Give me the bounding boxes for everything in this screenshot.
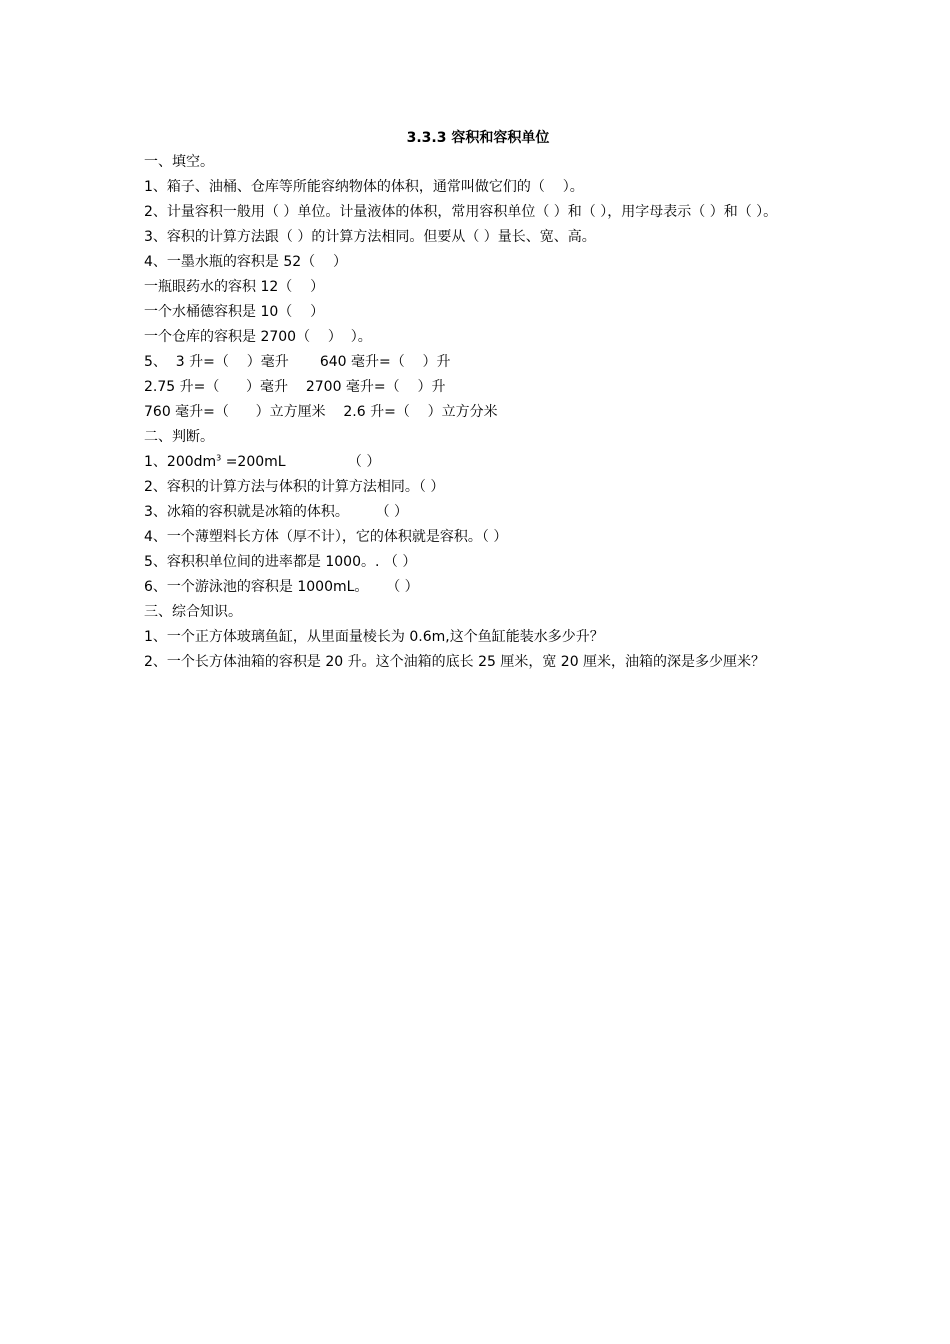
fill-question-4a: 4、一墨水瓶的容积是 52（ ） [144,254,347,270]
judge-question-1-pre: 1、200dm [144,454,217,470]
document-body [144,126,812,675]
fill-question-2: 2、计量容积一般用（ ）单位。计量液体的体积，常用容积单位（ ）和（ ），用字母表示（ ）和（ ）。 [144,204,778,220]
judge-question-3: 3、冰箱的容积就是冰箱的体积。 （ ） [144,504,409,520]
fill-question-5c: 760 毫升=（ ）立方厘米 2.6 升=（ ）立方分米 [144,404,498,420]
fill-question-3: 3、容积的计算方法跟（ ）的计算方法相同。但要从（ ）量长、宽、高。 [144,229,596,245]
judge-question-1-post: =200mL （ ） [221,454,381,470]
comprehensive-question-2: 2、一个长方体油箱的容积是 20 升。这个油箱的底长 25 厘米，宽 20 厘米，油箱的深是多少厘米？ [144,654,766,670]
section-heading-fill-in: 一、填空。 [144,154,214,170]
judge-question-2: 2、容积的计算方法与体积的计算方法相同。（ ） [144,479,445,495]
judge-question-1-superscript: 3 [216,453,222,463]
comprehensive-question-1: 1、一个正方体玻璃鱼缸，从里面量棱长为 0.6m,这个鱼缸能装水多少升？ [144,629,604,645]
document-title: 3.3.3 容积和容积单位 [406,130,550,146]
section-heading-judge: 二、判断。 [144,429,214,445]
judge-question-4: 4、一个薄塑料长方体（厚不计），它的体积就是容积。（ ） [144,529,508,545]
fill-question-4d: 一个仓库的容积是 2700（ ） ）。 [144,329,372,345]
fill-question-4c: 一个水桶德容积是 10（ ） [144,304,325,320]
fill-question-5b: 2.75 升=（ ）毫升 2700 毫升=（ ）升 [144,379,446,395]
section-heading-comprehensive: 三、综合知识。 [144,604,242,620]
judge-question-1 [144,450,812,475]
fill-question-4b: 一瓶眼药水的容积 12（ ） [144,279,325,295]
fill-question-1: 1、箱子、油桶、仓库等所能容纳物体的体积，通常叫做它们的（ ）。 [144,179,584,195]
judge-question-5: 5、容积积单位间的进率都是 1000。. （ ） [144,554,417,570]
judge-question-6: 6、一个游泳池的容积是 1000mL。 （ ） [144,579,419,595]
fill-question-5a: 5、 3 升=（ ）毫升 640 毫升=（ ）升 [144,354,451,370]
